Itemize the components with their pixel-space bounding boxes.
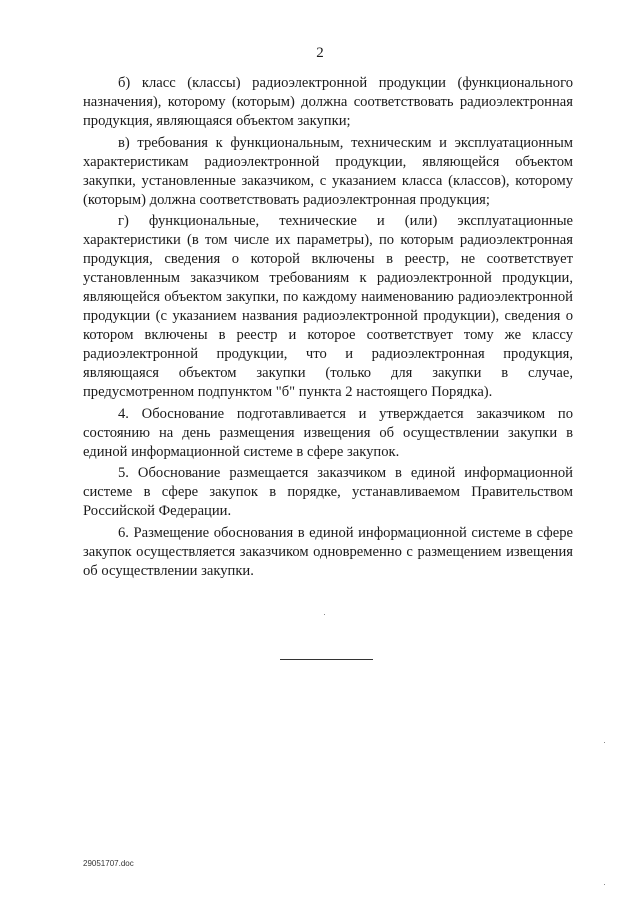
scan-speck — [604, 884, 605, 885]
end-rule — [280, 659, 373, 660]
paragraph-v: в) требования к функциональным, техническим и эксплуатационным характеристикам радиоэлектронной продукции, являющейся объектом закупки, установленные заказчиком, с указанием класса (классов), которому (которым) должна соответствовать радиоэлектронная продукция; — [83, 134, 573, 208]
scan-speck — [604, 742, 605, 743]
scan-speck — [324, 614, 325, 615]
paragraph-b: б) класс (классы) радиоэлектронной продукции (функционального назначения), которому (которым) должна соответствовать радиоэлектронная продукция, являющаяся объектом закупки; — [83, 75, 573, 129]
footer-filename: 29051707.doc — [83, 859, 134, 868]
paragraph-6: 6. Размещение обоснования в единой информационной системе в сфере закупок осуществляется заказчиком одновременно с размещением извещения об осуществлении закупки. — [83, 524, 573, 579]
paragraph-5: 5. Обоснование размещается заказчиком в единой информационной системе в сфере закупок в порядке, устанавливаемом Правительством Российской Федерации. — [83, 465, 573, 519]
paragraph-4: 4. Обоснование подготавливается и утверждается заказчиком по состоянию на день размещения извещения об осуществлении закупки в единой информационной системе в сфере закупок. — [83, 405, 573, 460]
document-body — [83, 74, 573, 583]
paragraph-g: г) функциональные, технические и (или) эксплуатационные характеристики (в том числе их параметры), по которым радиоэлектронная продукция, сведения о которой включены в реестр, не соответствует установленным заказчиком требованиям к радиоэлектронной продукции, являющейся объектом закупки, по каждому наименованию радиоэлектронной продукции (с указанием названия радиоэлектронной продукции), сведения о котором включены в реестр и которое соответствует тому же классу радиоэлектронной продукции, что и радиоэлектронная продукция, являющаяся объектом закупки (только для закупки в случае, предусмотренном подпунктом "б" пункта 2 настоящего Порядка). — [83, 213, 573, 400]
page-number: 2 — [316, 45, 324, 61]
